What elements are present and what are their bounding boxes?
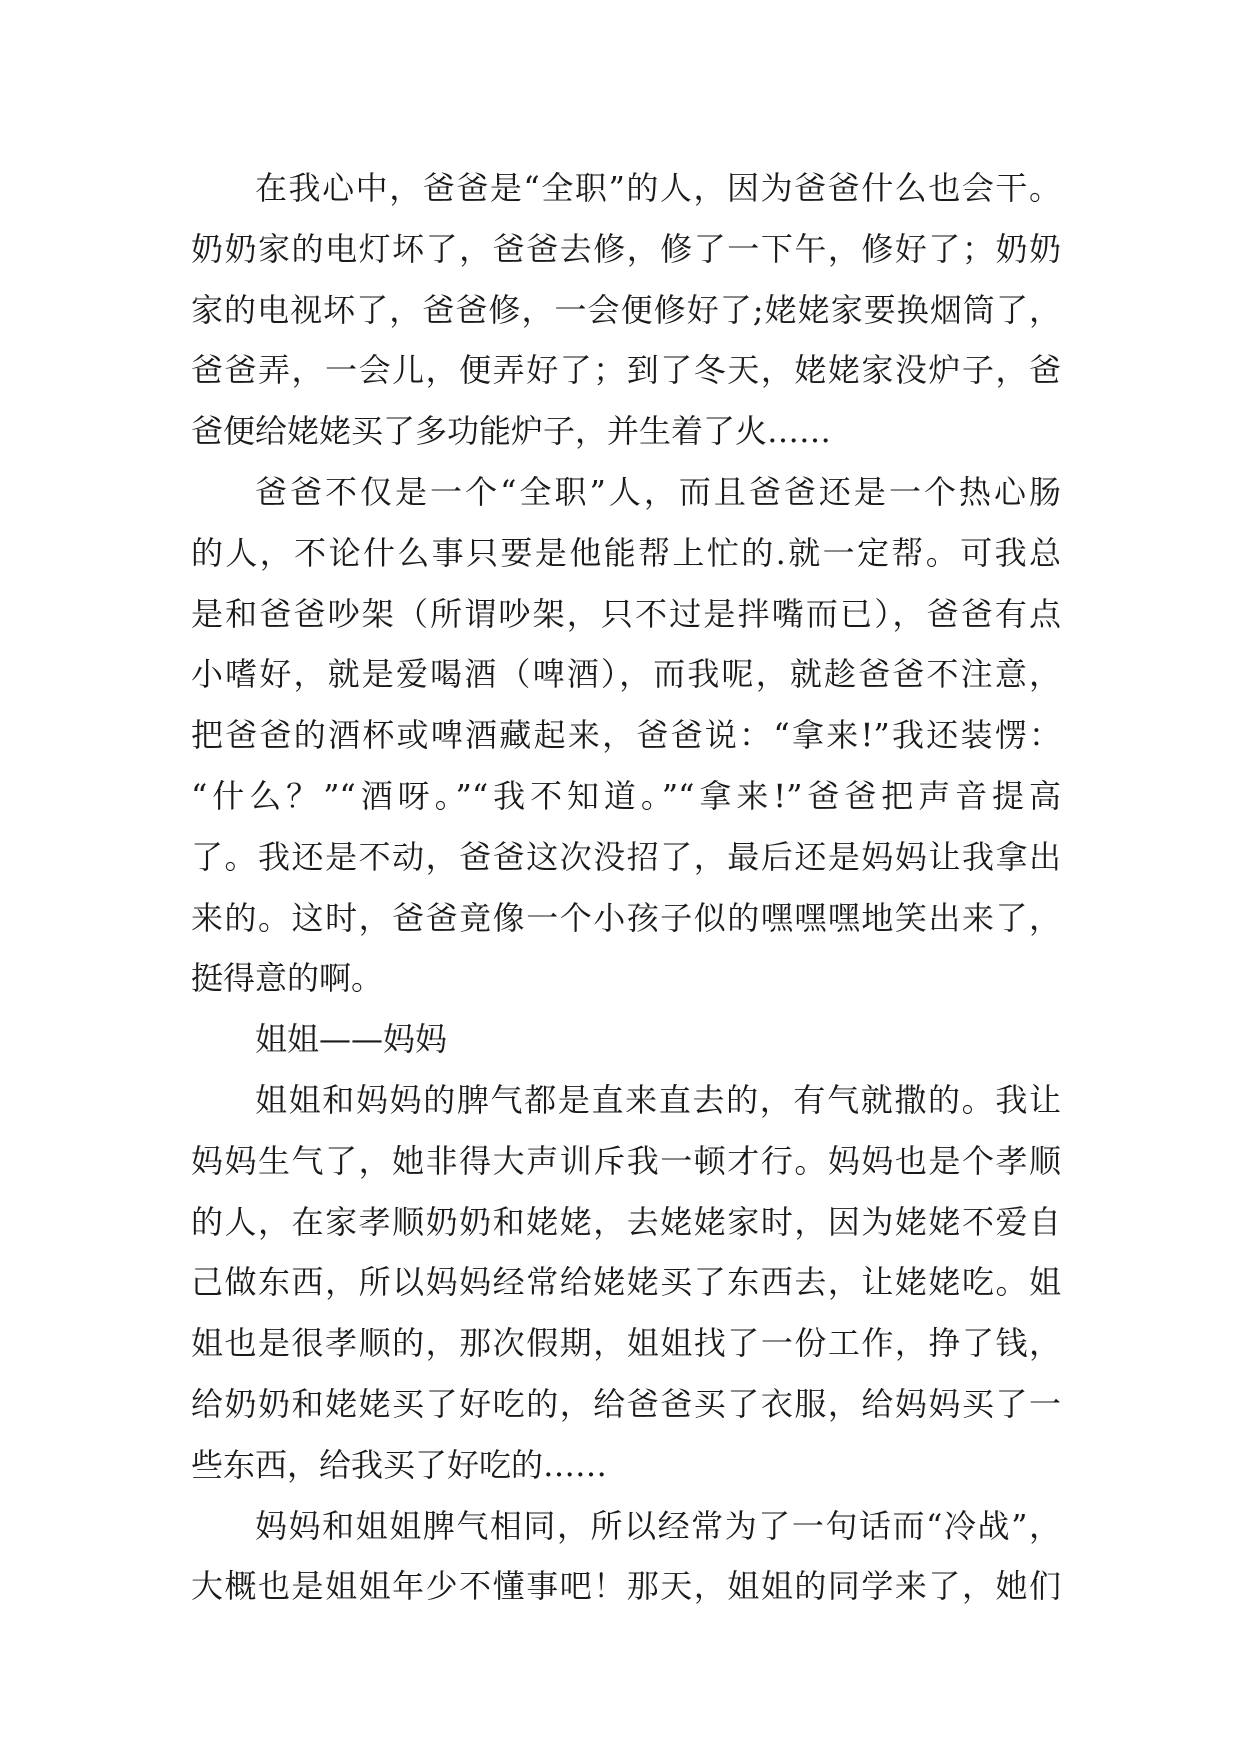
text-line: 小嗜好，就是爱喝酒（啤酒），而我呢，就趁爸爸不注意， [191,655,1061,694]
text-line: 姐姐——妈妈 [255,1020,448,1059]
text-line: 挺得意的啊。 [191,959,384,998]
text-line: 妈妈和姐姐脾气相同，所以经常为了一句话而“冷战”， [255,1506,1061,1545]
text-line: “什么？”“酒呀。”“我不知道。”“拿来!”爸爸把声音提高 [191,776,1061,815]
text-line: 在我心中，爸爸是“全职”的人，因为爸爸什么也会干。 [255,169,1061,207]
document-body [191,158,1061,1617]
text-line: 姐姐和妈妈的脾气都是直来直去的，有气就撒的。我让 [255,1080,1061,1119]
text-line: 爸爸不仅是一个“全职”人，而且爸爸还是一个热心肠 [255,472,1061,511]
text-line: 的人，在家孝顺奶奶和姥姥，去姥姥家时，因为姥姥不爱自 [191,1202,1061,1241]
text-line: 来的。这时，爸爸竟像一个小孩子似的嘿嘿嘿地笑出来了， [191,898,1061,937]
text-line: 大概也是姐姐年少不懂事吧！那天，姐姐的同学来了，她们 [191,1567,1061,1606]
text-line: 爸便给姥姥买了多功能炉子，并生着了火…… [191,412,832,451]
text-line: 姐也是很孝顺的，那次假期，姐姐找了一份工作，挣了钱， [191,1324,1061,1363]
text-line: 家的电视坏了，爸爸修，一会便修好了;姥姥家要换烟筒了， [191,290,1061,329]
text-line: 己做东西，所以妈妈经常给姥姥买了东西去，让姥姥吃。姐 [191,1263,1061,1302]
text-line: 了。我还是不动，爸爸这次没招了，最后还是妈妈让我拿出 [191,837,1061,876]
text-line: 是和爸爸吵架（所谓吵架，只不过是拌嘴而已），爸爸有点 [191,594,1061,633]
text-line: 爸爸弄，一会儿，便弄好了；到了冬天，姥姥家没炉子，爸 [191,351,1061,390]
text-line: 把爸爸的酒杯或啤酒藏起来，爸爸说：“拿来!”我还装愣： [191,716,1061,755]
text-line: 给奶奶和姥姥买了好吃的，给爸爸买了衣服，给妈妈买了一 [191,1384,1061,1423]
text-line: 奶奶家的电灯坏了，爸爸去修，修了一下午，修好了；奶奶 [191,229,1061,268]
text-line: 些东西，给我买了好吃的…… [191,1445,608,1484]
text-line: 妈妈生气了，她非得大声训斥我一顿才行。妈妈也是个孝顺 [191,1141,1061,1180]
text-line: 的人，不论什么事只要是他能帮上忙的.就一定帮。可我总 [191,533,1061,572]
